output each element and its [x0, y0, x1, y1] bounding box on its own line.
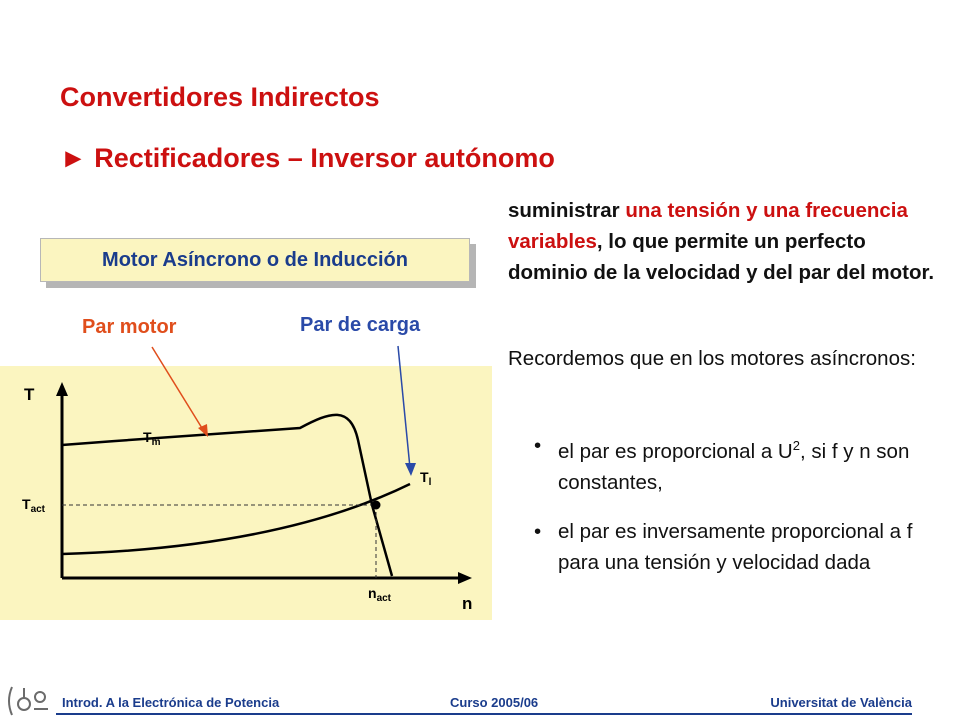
motor-label: Motor Asíncrono o de Inducción	[102, 248, 408, 271]
par-carga-label: Par de carga	[300, 314, 421, 336]
footer-year: Curso 2005/06	[450, 695, 539, 710]
y-axis-label: T	[24, 385, 35, 404]
par-motor-label: Par motor	[82, 316, 177, 338]
x-axis-label: n	[462, 594, 473, 613]
bullet-item-2: • el par es inversamente proporcional a f para una tensión y velocidad dada	[558, 516, 938, 578]
bullet-dot: •	[534, 434, 542, 457]
bullet-item-1: • el par es proporcional a $U^2$, si f y n son constantes,	[558, 430, 938, 498]
highlight-text: una tensión y una frecuencia variables	[508, 199, 908, 253]
bullet-dot: •	[534, 520, 542, 543]
tl-label: $T_l$	[420, 469, 432, 488]
footer-university: Universitat de València	[770, 695, 912, 710]
paragraph-suministrar: suministrar una tensión y una frecuencia variables, lo que permite un perfecto dominio de la velocidad y del par del motor.	[508, 199, 935, 284]
n-act-label: $n_{act}$	[368, 585, 392, 604]
university-logo-icon	[4, 684, 54, 718]
slide-title: Convertidores Indirectos	[60, 82, 380, 112]
operating-point	[372, 501, 381, 510]
paragraph-recordemos: Recordemos que en los motores asíncronos:	[508, 347, 916, 370]
slide-subtitle: ► Rectificadores – Inversor autónomo	[60, 143, 555, 173]
footer-divider	[56, 713, 912, 715]
footer-course-name: Introd. A la Electrónica de Potencia	[62, 695, 280, 710]
diagram-panel	[0, 366, 492, 620]
tm-label: $T_m$	[143, 429, 161, 448]
t-act-label: $T_{act}$	[22, 496, 46, 515]
